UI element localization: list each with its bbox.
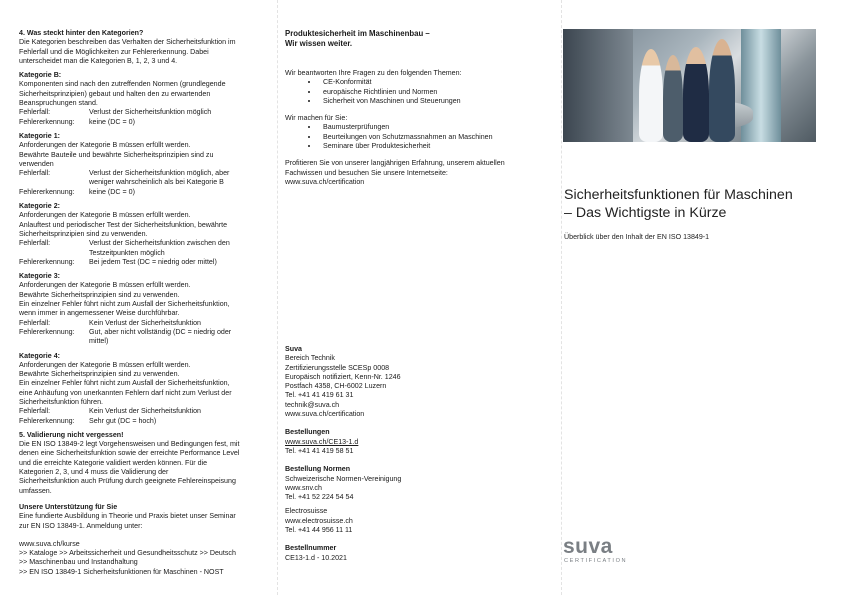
category-text: Komponenten sind nach den zutreffenden Normen (grundlegende Sicherheitsprinzipien) gebaut und halten den zu erwartenden Beanspruchungen stand. bbox=[19, 80, 226, 108]
cover-panel bbox=[561, 0, 842, 595]
list-item: • Beurteilungen von Schutzmassnahmen an Maschinen bbox=[319, 133, 547, 142]
norms-title: Bestellung Normen bbox=[285, 465, 351, 474]
category-block bbox=[19, 272, 267, 346]
brochure-title: Sicherheitsfunktionen für Maschinen – Das Wichtigste in Kürze bbox=[564, 187, 793, 221]
topics-intro: Wir beantworten Ihre Fragen zu den folgenden Themen: bbox=[285, 69, 462, 77]
order-number-title: Bestellnummer bbox=[285, 544, 337, 553]
orders-title: Bestellungen bbox=[285, 428, 330, 437]
electrosuisse-details: Electrosuisse www.electrosuisse.ch Tel. +41 44 956 11 11 bbox=[285, 507, 353, 535]
detection-value: keine (DC = 0) bbox=[89, 117, 135, 126]
back-panel-contact bbox=[277, 0, 561, 595]
fault-label: Fehlerfall: bbox=[19, 239, 51, 248]
panel-title-line-1: Produktesicherheit im Maschinenbau – bbox=[285, 29, 430, 38]
list-item: • Baumusterprüfungen bbox=[319, 123, 547, 132]
topics-list bbox=[285, 78, 547, 106]
fault-label: Fehlerfall: bbox=[19, 108, 51, 117]
list-item: • Sicherheit von Maschinen und Steuerungen bbox=[319, 97, 547, 106]
detection-value: Sehr gut (DC = hoch) bbox=[89, 416, 157, 425]
detection-label: Fehlererkennung: bbox=[19, 187, 75, 196]
contact-block bbox=[285, 345, 547, 563]
services-list bbox=[285, 123, 547, 151]
detection-label: Fehlererkennung: bbox=[19, 327, 75, 336]
category-block bbox=[19, 352, 267, 426]
fault-label: Fehlerfall: bbox=[19, 318, 51, 327]
list-item: • Seminare über Produktesicherheit bbox=[319, 142, 547, 151]
section-5-title: 5. Validierung nicht vergessen! bbox=[19, 430, 124, 439]
inner-panel-categories bbox=[0, 0, 277, 595]
brochure-subtitle: Überblick über den Inhalt der EN ISO 13849-1 bbox=[564, 233, 710, 241]
fault-value: Verlust der Sicherheitsfunktion möglich, aber weniger wahrscheinlich als bei Kategorie B bbox=[89, 169, 230, 187]
fault-value: Kein Verlust der Sicherheitsfunktion bbox=[89, 318, 201, 327]
detection-label: Fehlererkennung: bbox=[19, 257, 75, 266]
section-5-text: Die EN ISO 13849-2 legt Vorgehensweisen und Bedingungen fest, mit denen eine Sicherheitsfunktion sowie der erreichte Performance Level und die erreichte Kategorie validiert werden können. Für die Kategorien 2, 3, und 4 muss die Validierung der Sicherheitsfunktion auch Prüfung durch geeignete Fehlereinspeisung umfassen. bbox=[19, 440, 240, 495]
category-text: Anforderungen der Kategorie B müssen erfüllt werden. Bewährte Sicherheitsprinzipien sind zu verwenden. Ein einzelner Fehler führt nicht zum Ausfall der Sicherheitsfunktion, eine Anhäufung von unerkannten Fehlern darf nicht zum Verlust der Sicherheitsfunktion führen. bbox=[19, 360, 232, 406]
category-block bbox=[19, 202, 267, 267]
category-list bbox=[19, 71, 267, 426]
logo-certification: CERTIFICATION bbox=[564, 558, 628, 564]
course-path-2: >> Maschinenbau und Instandhaltung bbox=[19, 558, 138, 567]
fault-value: Verlust der Sicherheitsfunktion möglich bbox=[89, 108, 212, 117]
logo-wordmark: suva bbox=[563, 535, 613, 558]
orders-phone: Tel. +41 41 419 58 51 bbox=[285, 446, 354, 455]
fault-value: Verlust der Sicherheitsfunktion zwischen den Testzeitpunkten möglich bbox=[89, 239, 230, 257]
course-link[interactable]: www.suva.ch/kurse bbox=[19, 539, 80, 548]
category-title: Kategorie 2: bbox=[19, 202, 60, 211]
support-title: Unsere Unterstützung für Sie bbox=[19, 502, 118, 511]
category-block bbox=[19, 132, 267, 197]
section-4-text: Die Kategorien beschreiben das Verhalten der Sicherheitsfunktion im Fehlerfall und die Möglichkeiten zur Fehlererkennung. Dabei unterscheidet man die Kategorien B, 1, 2, 3 und 4. bbox=[19, 38, 236, 65]
category-title: Kategorie 3: bbox=[19, 272, 60, 281]
fault-value: Kein Verlust der Sicherheitsfunktion bbox=[89, 407, 201, 416]
certification-link[interactable]: www.suva.ch/certification bbox=[285, 177, 365, 186]
fault-label: Fehlerfall: bbox=[19, 407, 51, 416]
cover-photo bbox=[563, 29, 816, 142]
contact-details: Bereich Technik Zertifizierungsstelle SCESp 0008 Europäisch notifiziert, Kenn-Nr. 1246 Postfach 4358, CH-6002 Luzern Tel. +41 41 419 61 31 technik@suva.ch www.suva.ch/certification bbox=[285, 354, 401, 419]
category-title: Kategorie B: bbox=[19, 71, 62, 80]
list-item: • CE-Konformität bbox=[319, 78, 547, 87]
detection-value: keine (DC = 0) bbox=[89, 187, 135, 196]
orders-link[interactable]: www.suva.ch/CE13-1.d bbox=[285, 437, 359, 446]
category-title: Kategorie 4: bbox=[19, 351, 60, 360]
list-item: • europäische Richtlinien und Normen bbox=[319, 88, 547, 97]
detection-label: Fehlererkennung: bbox=[19, 117, 75, 126]
category-text: Anforderungen der Kategorie B müssen erfüllt werden. Bewährte Bauteile und bewährte Sicherheitsprinzipien sind zu verwenden bbox=[19, 141, 214, 168]
detection-value: Gut, aber nicht vollständig (DC = niedrig oder mittel) bbox=[89, 327, 232, 346]
contact-title: Suva bbox=[285, 345, 302, 353]
fault-label: Fehlerfall: bbox=[19, 169, 51, 178]
course-path-1: >> Kataloge >> Arbeitssicherheit und Gesundheitsschutz >> Deutsch bbox=[19, 549, 236, 558]
category-text: Anforderungen der Kategorie B müssen erfüllt werden. Bewährte Sicherheitsprinzipien sind zu verwenden. Ein einzelner Fehler führt nicht zum Ausfall der Sicherheitsfunktion, wenn immer in angemessener Weise durchführbar. bbox=[19, 281, 230, 318]
section-4-title: 4. Was steckt hinter den Kategorien? bbox=[19, 29, 144, 37]
profit-text: Profitieren Sie von unserer langjährigen Erfahrung, unserem aktuellen Fachwissen und besuchen Sie unsere Internetseite: bbox=[285, 159, 505, 177]
support-text: Eine fundierte Ausbildung in Theorie und Praxis bietet unser Seminar zur EN ISO 13849-1. Anmeldung unter: bbox=[19, 512, 236, 530]
course-path-3: >> EN ISO 13849-1 Sicherheitsfunktionen für Maschinen - NOST bbox=[19, 567, 224, 576]
category-text: Anforderungen der Kategorie B müssen erfüllt werden. Anlauftest und periodischer Test der Sicherheitsfunktion, bewährte Sicherheitsprinzipien sind zu verwenden. bbox=[19, 211, 228, 238]
norms-details: Schweizerische Normen-Vereinigung www.snv.ch Tel. +41 52 224 54 54 bbox=[285, 474, 402, 502]
category-block bbox=[19, 71, 267, 127]
detection-value: Bei jedem Test (DC = niedrig oder mittel) bbox=[89, 257, 217, 266]
services-intro: Wir machen für Sie: bbox=[285, 114, 348, 123]
order-number-value: CE13-1.d - 10.2021 bbox=[285, 553, 347, 562]
suva-logo bbox=[563, 536, 627, 564]
panel-title-line-2: Wir wissen weiter. bbox=[285, 39, 353, 48]
category-title: Kategorie 1: bbox=[19, 131, 60, 140]
detection-label: Fehlererkennung: bbox=[19, 416, 75, 425]
